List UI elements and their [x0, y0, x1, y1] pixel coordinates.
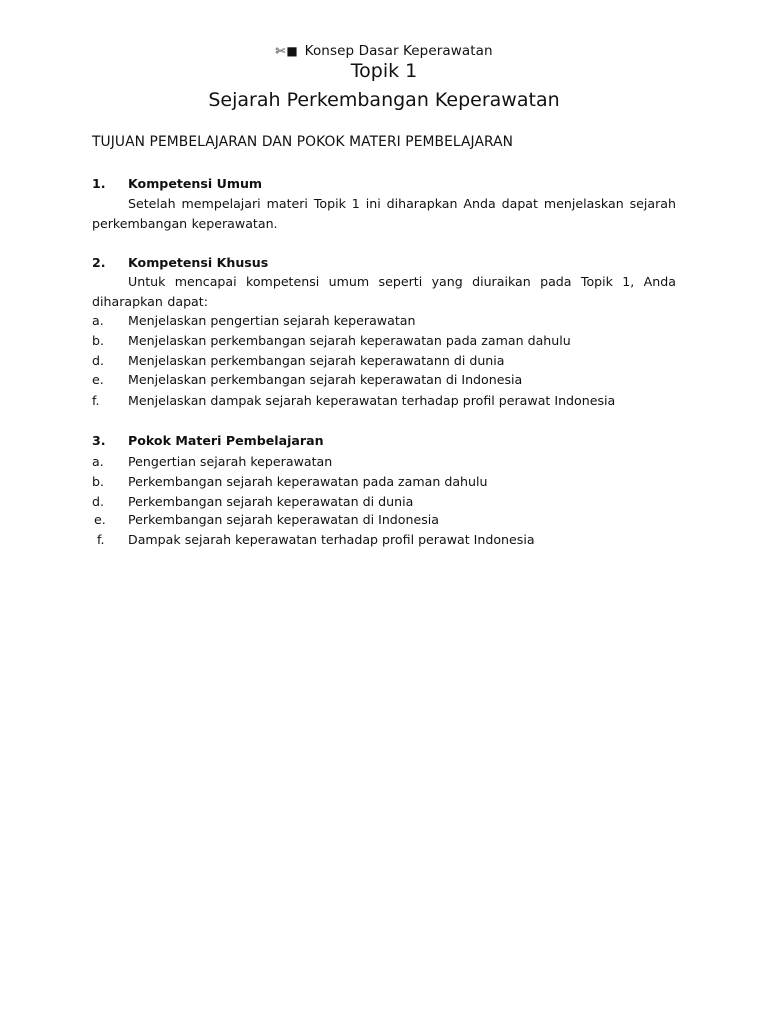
- list-item-text: Menjelaskan perkembangan sejarah keperawatan di Indonesia: [128, 372, 523, 387]
- list-item-text: Dampak sejarah keperawatan terhadap profil perawat Indonesia: [128, 532, 535, 547]
- list-marker: d.: [92, 353, 104, 368]
- topic-subtitle: Sejarah Perkembangan Keperawatan: [208, 89, 560, 111]
- list-marker: e.: [92, 372, 104, 387]
- list-marker: b.: [92, 333, 104, 348]
- section-title: Kompetensi Umum: [128, 176, 263, 191]
- list-marker: b.: [92, 474, 104, 489]
- section-title: Kompetensi Khusus: [128, 255, 269, 270]
- list-item-text: Pengertian sejarah keperawatan: [128, 454, 333, 469]
- running-header: [0, 43, 768, 59]
- topic-title: Topik 1: [350, 60, 418, 82]
- scissors-icon: ✄■: [275, 44, 299, 58]
- list-marker: f.: [97, 532, 105, 547]
- section-title: Pokok Materi Pembelajaran: [128, 433, 324, 448]
- list-marker: a.: [92, 313, 104, 328]
- list-item-text: Perkembangan sejarah keperawatan pada zaman dahulu: [128, 474, 488, 489]
- running-header-text: Konsep Dasar Keperawatan: [304, 43, 493, 59]
- list-marker: d.: [92, 494, 104, 509]
- section-number: 2.: [92, 255, 106, 270]
- section-1-paragraph: Setelah mempelajari materi Topik 1 ini diharapkan Anda dapat menjelaskan sejarah perkembangan keperawatan.: [92, 196, 676, 231]
- list-item-text: Menjelaskan perkembangan sejarah keperawatann di dunia: [128, 353, 505, 368]
- list-marker: a.: [92, 454, 104, 469]
- list-item-text: Menjelaskan pengertian sejarah keperawatan: [128, 313, 416, 328]
- list-marker: f.: [92, 393, 100, 408]
- list-item-text: Menjelaskan perkembangan sejarah keperawatan pada zaman dahulu: [128, 333, 571, 348]
- section-number: 3.: [92, 433, 106, 448]
- section-2-paragraph: Untuk mencapai kompetensi umum seperti yang diuraikan pada Topik 1, Anda diharapkan dapat:: [92, 274, 676, 309]
- list-item-text: Perkembangan sejarah keperawatan di Indonesia: [128, 512, 440, 527]
- list-marker: e.: [94, 512, 106, 527]
- objectives-heading: TUJUAN PEMBELAJARAN DAN POKOK MATERI PEMBELAJARAN: [92, 134, 514, 150]
- list-item-text: Menjelaskan dampak sejarah keperawatan terhadap profil perawat Indonesia: [128, 393, 616, 408]
- section-number: 1.: [92, 176, 106, 191]
- list-item-text: Perkembangan sejarah keperawatan di dunia: [128, 494, 414, 509]
